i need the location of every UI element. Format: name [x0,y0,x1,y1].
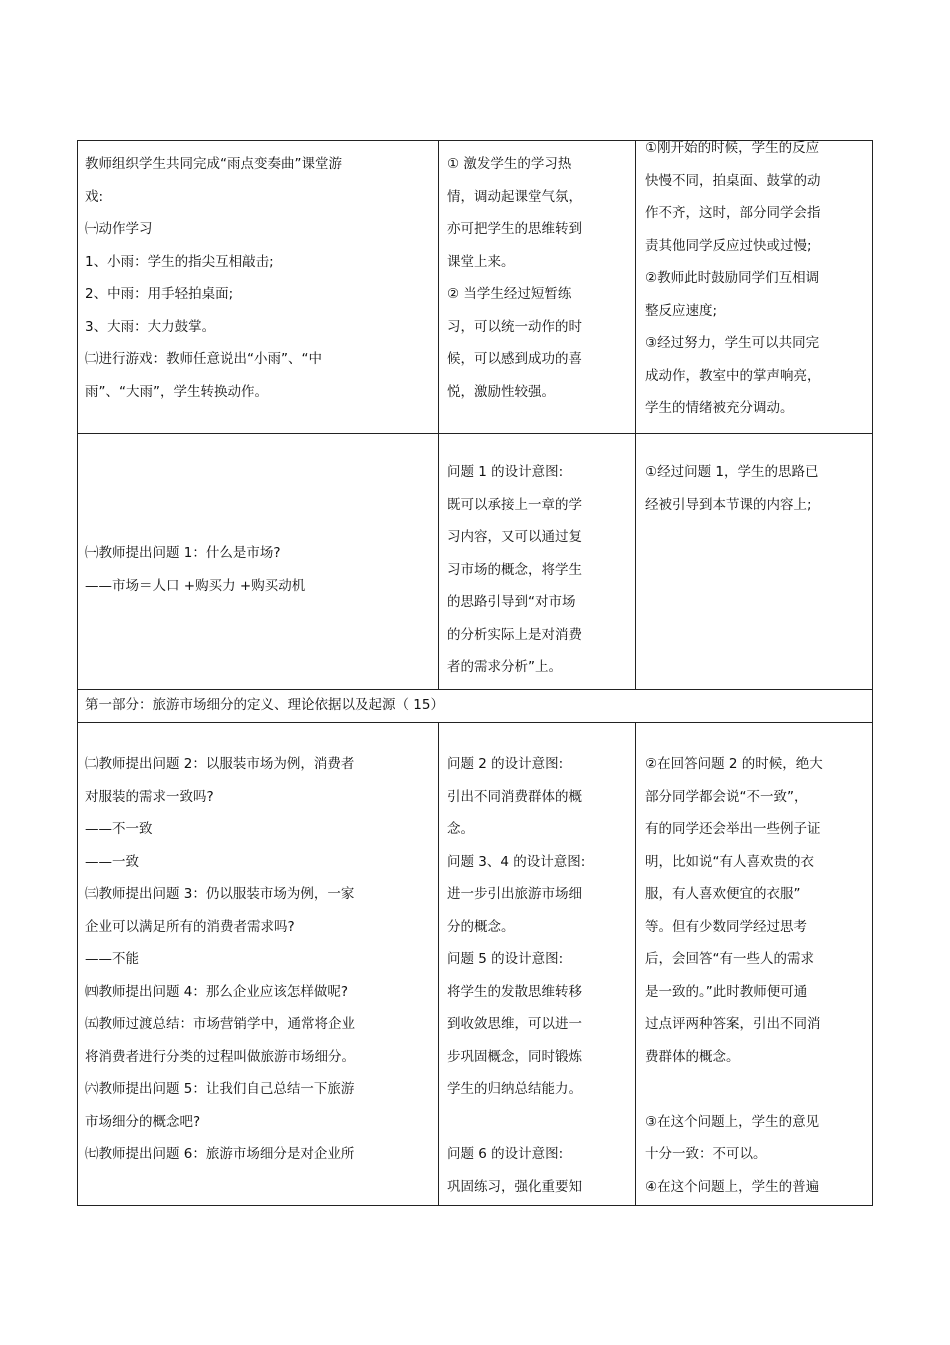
text-line: 问题 3、4 的设计意图: [447,853,586,870]
text-line: 等。但有少数同学经过思考 [645,918,807,935]
text-line: ①经过问题 1，学生的思路已 [645,464,819,480]
text-line: ② 当学生经过短暂练 [447,286,572,302]
text-line: 将学生的发散思维转移 [447,983,582,1000]
text-line: 1、小雨：学生的指尖互相敲击; [85,253,274,270]
text-line: ①刚开始的时候，学生的反应 [645,140,820,156]
text-line: 作不齐，这时，部分同学会指 [645,205,821,221]
text-line: 十分一致：不可以。 [645,1146,767,1162]
row1-design-intent [447,148,631,408]
text-line: 问题 2 的设计意图: [447,756,564,772]
text-line: 学生的归纳总结能力。 [447,1081,582,1097]
text-line: 是一致的。”此时教师便可通 [645,983,808,1000]
column-divider-a-bottom [438,722,439,1206]
text-line: 引出不同消费群体的概 [447,788,582,805]
text-line: 教师组织学生共同完成“雨点变奏曲”课堂游 [85,156,342,172]
text-line: 的思路引导到“对市场 [447,594,576,610]
text-line: 过点评两种答案，引出不同消 [645,1016,821,1032]
text-line: ① 激发学生的学习热 [447,156,572,172]
text-line: 快慢不同，拍桌面、鼓掌的动 [645,172,821,189]
text-line: 2、中雨：用手轻拍桌面; [85,286,234,302]
text-line: ㈡教师提出问题 2：以服装市场为例，消费者 [85,756,355,772]
text-line: 念。 [447,821,474,837]
text-line: 企业可以满足所有的消费者需求吗? [85,918,295,935]
text-line: 雨”、“大雨”，学生转换动作。 [85,383,268,400]
text-line: 巩固练习，强化重要知 [447,1178,582,1195]
text-line: 课堂上来。 [447,253,515,270]
text-line: 者的需求分析”上。 [447,659,562,675]
text-line: 有的同学还会举出一些例子证 [645,821,821,837]
row2-teacher-activity [85,537,433,602]
text-line: 学生的情绪被充分调动。 [645,400,794,416]
row1-student-response [645,132,867,425]
text-line: ——市场＝人口 +购买力 +购买动机 [85,577,306,594]
text-line: 情，调动起课堂气氛， [447,188,582,205]
text-line: ——不一致 [85,821,153,837]
text-line: 到收敛思维，可以进一 [447,1016,582,1032]
row3-student-response [645,748,867,1203]
text-line: 整反应速度; [645,302,718,319]
text-line: 问题 1 的设计意图: [447,464,564,480]
text-line: 问题 5 的设计意图: [447,951,564,967]
section-header [85,689,865,722]
text-line: ④在这个问题上，学生的普遍 [645,1178,820,1195]
row3-teacher-activity [85,748,433,1171]
text-line: 既可以承接上一章的学 [447,496,582,513]
text-line: ②在回答问题 2 的时候，绝大 [645,756,823,772]
text-line [447,1106,631,1139]
text-line: 亦可把学生的思维转到 [447,221,582,237]
row2-design-intent [447,456,631,684]
text-line: ㈣教师提出问题 4：那么企业应该怎样做呢? [85,983,349,1000]
text-line: 明，比如说“有人喜欢贵的衣 [645,853,814,870]
column-divider-b-bottom [635,722,636,1206]
text-line: 对服装的需求一致吗? [85,788,214,805]
text-line: 费群体的概念。 [645,1048,740,1065]
text-line: 习内容，又可以通过复 [447,529,582,545]
text-line: 经被引导到本节课的内容上; [645,496,812,513]
text-line: 习市场的概念，将学生 [447,561,582,578]
text-line: ㈦教师提出问题 6：旅游市场细分是对企业所 [85,1146,355,1162]
section-title: 第一部分：旅游市场细分的定义、理论依据以及起源（ 15） [85,697,444,713]
text-line: ㈡进行游戏：教师任意说出“小雨”、“中 [85,351,322,367]
text-line: 市场细分的概念吧? [85,1113,201,1130]
row2-student-response [645,456,867,521]
text-line: 进一步引出旅游市场细 [447,886,582,902]
text-line: 服，有人喜欢便宜的衣服” [645,886,801,902]
text-line: ②教师此时鼓励同学们互相调 [645,270,820,286]
text-line: 将消费者进行分类的过程叫做旅游市场细分。 [85,1048,355,1065]
text-line: 候，可以感到成功的喜 [447,351,582,367]
text-line: ㈤教师过渡总结：市场营销学中，通常将企业 [85,1016,355,1032]
text-line: 责其他同学反应过快或过慢; [645,237,812,254]
text-line: ㈠教师提出问题 1：什么是市场? [85,545,281,561]
text-line: 分的概念。 [447,918,515,935]
text-line: 戏: [85,188,104,205]
column-divider-a-top [438,140,439,689]
text-line: 问题 6 的设计意图: [447,1146,564,1162]
text-line: ③经过努力，学生可以共同完 [645,335,820,351]
text-line: 成动作，教室中的掌声响亮， [645,367,821,384]
text-line: 悦，激励性较强。 [447,383,555,400]
text-line: 的分析实际上是对消费 [447,626,582,643]
text-line: ㈥教师提出问题 5：让我们自己总结一下旅游 [85,1081,355,1097]
text-line: ——不能 [85,951,139,967]
column-divider-b-top [635,140,636,689]
row3-design-intent [447,748,631,1203]
text-line: 部分同学都会说“不一致”， [645,788,808,805]
text-line: 步巩固概念，同时锻炼 [447,1048,582,1065]
text-line: 3、大雨：大力鼓掌。 [85,318,216,335]
row-divider-1 [77,433,873,434]
text-line: ㈢教师提出问题 3：仍以服装市场为例，一家 [85,886,355,902]
text-line: ③在这个问题上，学生的意见 [645,1113,820,1130]
text-line: 习，可以统一动作的时 [447,318,582,335]
row1-teacher-activity [85,148,433,408]
text-line: 后，会回答“有一些人的需求 [645,951,814,967]
text-line: ㈠动作学习 [85,221,153,237]
row-divider-3 [77,722,873,723]
text-line [645,1073,867,1106]
text-line: ——一致 [85,853,139,870]
